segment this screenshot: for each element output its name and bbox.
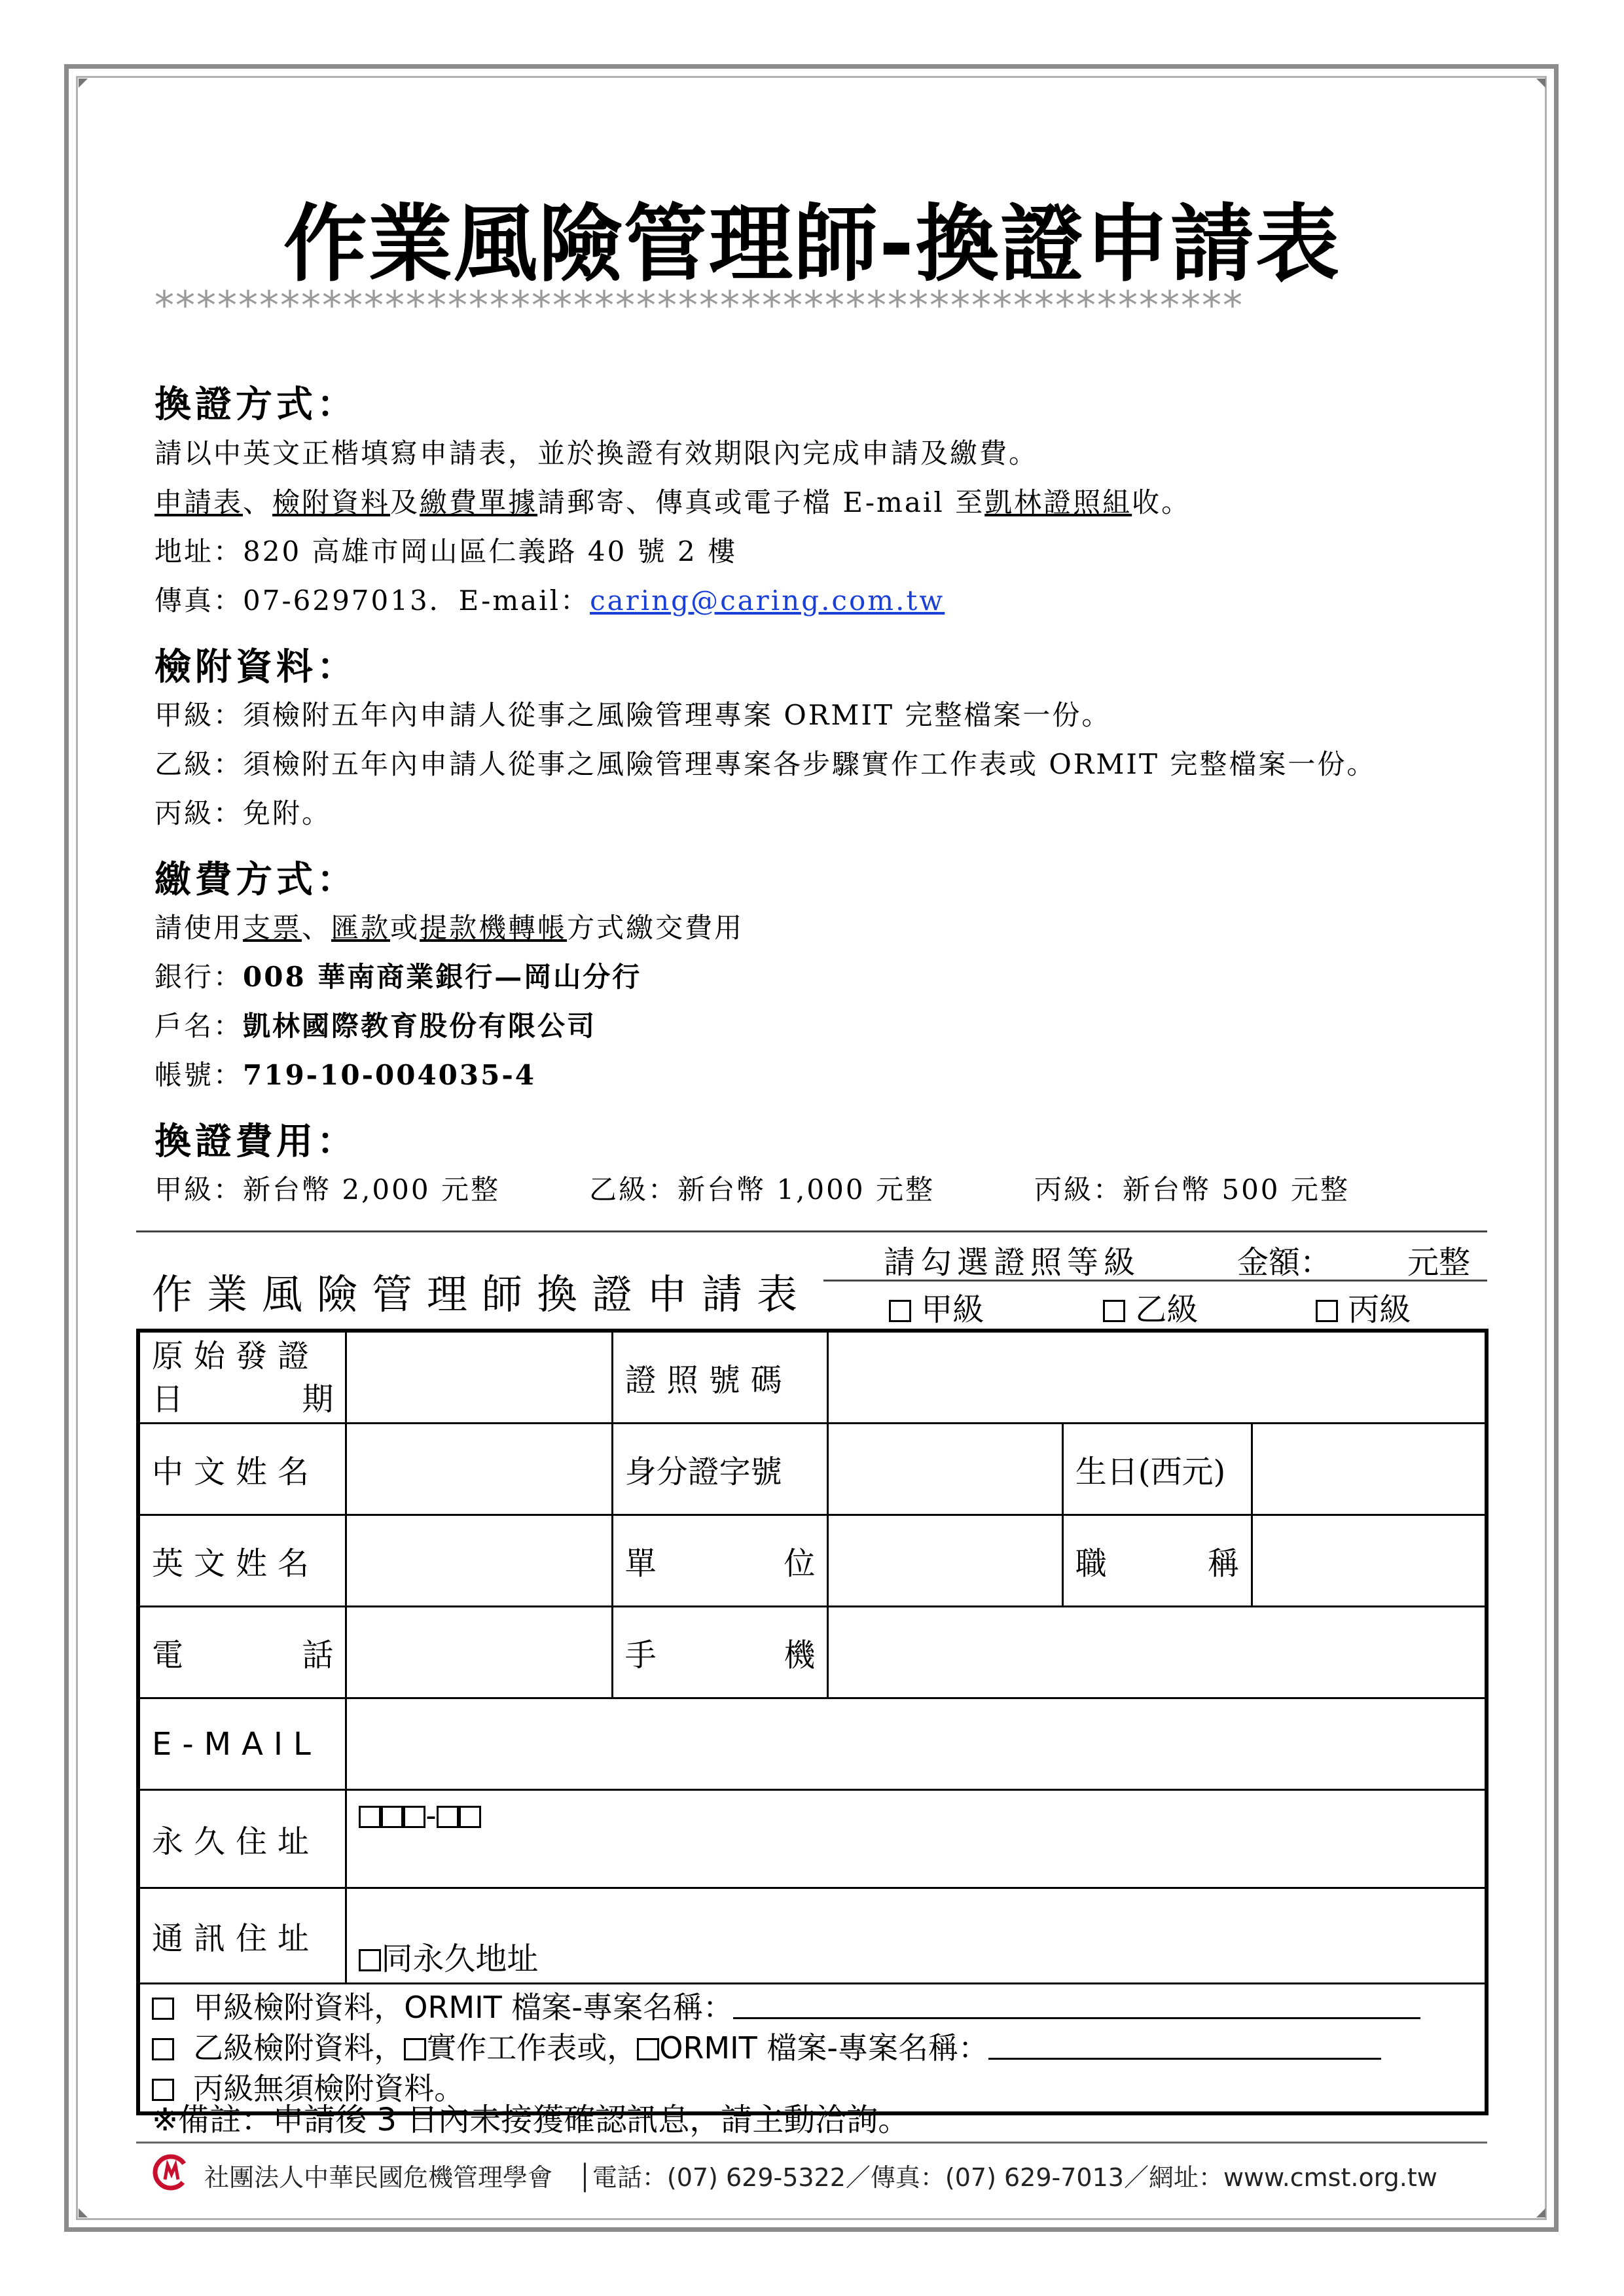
attach-heading: 檢附資料： (154, 645, 357, 689)
choose-grade-label: 請勾選證照等級 (884, 1244, 1141, 1281)
text-sep: 、 (302, 912, 332, 944)
mobile-label (612, 1607, 828, 1698)
text-please-use: 請使用 (154, 912, 244, 944)
text-and: 及 (390, 486, 420, 518)
footer-text: 社團法人中華民國危機管理學會 │電話：(07) 629-5322／傳真：(07) 629-7013／網址：www.cmst.org.tw (204, 2163, 1437, 2192)
perm-addr-label: 永久住址 (138, 1790, 346, 1888)
zip-separator: - (425, 1797, 437, 1834)
bank-label: 銀行： (154, 961, 244, 993)
mobile-label-a: 手 (624, 1637, 657, 1674)
unit-field[interactable] (828, 1515, 1062, 1607)
zip-box[interactable] (459, 1806, 481, 1828)
text-application-form: 申請表 (154, 486, 244, 518)
table-row (138, 1515, 1487, 1607)
mobile-field[interactable] (828, 1607, 1487, 1698)
choose-grade-text (884, 1237, 1140, 1282)
name-cn-label: 中文姓名 (138, 1424, 346, 1515)
fee-grade-a: 甲級：新台幣 2,000 元整 (154, 1174, 500, 1206)
payment-heading: 繳費方式： (154, 858, 357, 901)
unit-label-b: 位 (784, 1545, 816, 1582)
method-line-2 (154, 481, 1191, 520)
text-atm-transfer: 提款機轉帳 (420, 912, 568, 944)
checkbox-icon[interactable] (1103, 1300, 1125, 1322)
zip-box[interactable] (403, 1806, 425, 1828)
address-line: 地址：820 高雄市岡山區仁義路 40 號 2 樓 (154, 535, 738, 567)
text-or: 或 (390, 912, 420, 944)
table-row (138, 1331, 1487, 1424)
amount-unit: 元整 (1407, 1244, 1471, 1281)
holder-line (154, 1005, 596, 1044)
zip-box[interactable] (437, 1806, 459, 1828)
fax-text: 傳真：07-6297013．E-mail： (154, 584, 590, 617)
table-row (138, 1607, 1487, 1698)
name-cn-field[interactable] (346, 1424, 612, 1515)
perm-addr-field[interactable] (346, 1790, 1487, 1888)
fee-heading: 換證費用： (154, 1120, 357, 1163)
footer-divider (136, 2142, 1487, 2144)
issue-date-label-line1: 原始發證 (152, 1337, 320, 1374)
fee-grade-c: 丙級：新台幣 500 元整 (1034, 1174, 1350, 1206)
checkbox-icon[interactable] (359, 1949, 381, 1971)
fax-email-line (154, 579, 945, 619)
table-row (138, 1790, 1487, 1888)
text-receive: 收。 (1132, 486, 1191, 518)
grade-a-option[interactable] (889, 1284, 984, 1329)
cert-no-field[interactable] (828, 1331, 1487, 1424)
star-divider: **************************************************** (154, 283, 1244, 329)
cert-no-label: 證照號碼 (612, 1331, 828, 1424)
phone-field[interactable] (346, 1607, 612, 1698)
account-value: 719-10-004035-4 (243, 1059, 536, 1091)
email-field[interactable] (346, 1698, 1487, 1790)
job-title-label-a: 職 (1075, 1545, 1107, 1582)
checkbox-icon[interactable] (1316, 1300, 1338, 1322)
email-link[interactable]: caring@caring.com.tw (590, 584, 945, 617)
birthday-label: 生日(西元) (1062, 1424, 1252, 1515)
checkbox-icon[interactable] (152, 1998, 174, 2020)
project-name-field[interactable] (988, 2058, 1381, 2060)
grade-c-option[interactable] (1316, 1284, 1411, 1329)
account-label: 帳號： (154, 1059, 244, 1091)
checkbox-icon[interactable] (889, 1300, 911, 1322)
grade-b-option[interactable] (1103, 1284, 1198, 1329)
phone-label-a: 電 (152, 1637, 184, 1674)
mail-addr-field[interactable] (346, 1888, 1487, 1984)
birthday-field[interactable] (1252, 1424, 1487, 1515)
method-line-1: 請以中英文正楷填寫申請表，並於換證有效期限內完成申請及繳費。 (154, 437, 1039, 469)
application-form-table (136, 1329, 1489, 2115)
email-label: E-MAIL (138, 1698, 346, 1790)
attach-grade-a: 甲級：須檢附五年內申請人從事之風險管理專案 ORMIT 完整檔案一份。 (154, 699, 1111, 731)
id-no-field[interactable] (828, 1424, 1062, 1515)
text-attachments: 檢附資料 (272, 486, 391, 518)
phone-label-b: 話 (302, 1637, 334, 1674)
unit-label (612, 1515, 828, 1607)
frame-corner (1536, 2208, 1545, 2217)
holder-value: 凱林國際教育股份有限公司 (243, 1010, 597, 1042)
text-cert-group: 凱林證照組 (984, 486, 1132, 518)
grade-a-label: 甲級 (921, 1291, 984, 1328)
page-title: 作業風險管理師-換證申請表 (283, 196, 1341, 293)
phone-label (138, 1607, 346, 1698)
text-remittance: 匯款 (331, 912, 391, 944)
text-sep: 、 (243, 486, 273, 518)
text-pay-fee: 方式繳交費用 (567, 912, 744, 944)
zip-box[interactable] (359, 1806, 381, 1828)
id-no-label: 身分證字號 (612, 1424, 828, 1515)
check-grade-b (152, 2028, 1473, 2068)
checkbox-icon[interactable] (637, 2038, 659, 2060)
job-title-field[interactable] (1252, 1515, 1487, 1607)
holder-label: 戶名： (154, 1010, 244, 1042)
grade-b-label: 乙級 (1135, 1291, 1199, 1328)
cmst-logo-icon (152, 2153, 190, 2191)
amount-label: 金額： (1237, 1244, 1332, 1281)
checkbox-icon[interactable] (152, 2038, 174, 2060)
bank-line (154, 956, 641, 995)
table-row (138, 1698, 1487, 1790)
remark-note: ※備註：申請後 3 日內未接獲確認訊息，請主動洽詢。 (152, 2102, 910, 2138)
checkbox-icon[interactable] (404, 2038, 426, 2060)
mobile-label-b: 機 (784, 1637, 816, 1674)
table-row (138, 1888, 1487, 1984)
section-divider (136, 1230, 1487, 1232)
attach-grade-c: 丙級：免附。 (154, 797, 332, 829)
grade-c-label: 丙級 (1348, 1291, 1411, 1328)
same-addr-label: 同永久地址 (381, 1941, 539, 1977)
check-grade-c-label: 丙級無須檢附資料。 (193, 2071, 465, 2106)
account-line (154, 1054, 536, 1093)
text-cheque: 支票 (243, 912, 302, 944)
zip-box[interactable] (381, 1806, 403, 1828)
issue-date-label-day: 日 (152, 1380, 184, 1418)
frame-corner (79, 2208, 88, 2217)
check-grade-b-label: 乙級檢附資料， (193, 2030, 405, 2066)
text-send-by: 請郵寄、傳真或電子檔 E-mail 至 (537, 486, 985, 518)
payment-intro (154, 906, 744, 946)
table-row (138, 1424, 1487, 1515)
name-en-label: 英文姓名 (138, 1515, 346, 1607)
method-heading: 換證方式： (154, 383, 357, 426)
check-worksheet-label: 實作工作表或， (426, 2030, 638, 2066)
attach-grade-b: 乙級：須檢附五年內申請人從事之風險管理專案各步驟實作工作表或 ORMIT 完整檔案一份。 (154, 748, 1377, 780)
issue-date-label (138, 1331, 346, 1424)
bank-value: 008 華南商業銀行—岡山分行 (243, 961, 642, 993)
project-name-field[interactable] (733, 2017, 1420, 2019)
frame-corner (1536, 79, 1545, 88)
issue-date-field[interactable] (346, 1331, 612, 1424)
check-grade-a (152, 1987, 1473, 2028)
text-receipt: 繳費單據 (420, 486, 538, 518)
check-ormit-label: ORMIT 檔案-專案名稱： (659, 2030, 988, 2066)
name-en-field[interactable] (346, 1515, 612, 1607)
job-title-label-b: 稱 (1208, 1545, 1240, 1582)
job-title-label (1062, 1515, 1252, 1607)
unit-label-a: 單 (624, 1545, 657, 1582)
check-grade-a-label: 甲級檢附資料，ORMIT 檔案-專案名稱： (193, 1990, 733, 2025)
mail-addr-label: 通訊住址 (138, 1888, 346, 1984)
issue-date-label-period: 期 (302, 1380, 334, 1418)
frame-corner (79, 79, 88, 88)
fee-grade-b: 乙級：新台幣 1,000 元整 (589, 1174, 935, 1206)
form-title: 作業風險管理師換證申請表 (152, 1270, 812, 1318)
